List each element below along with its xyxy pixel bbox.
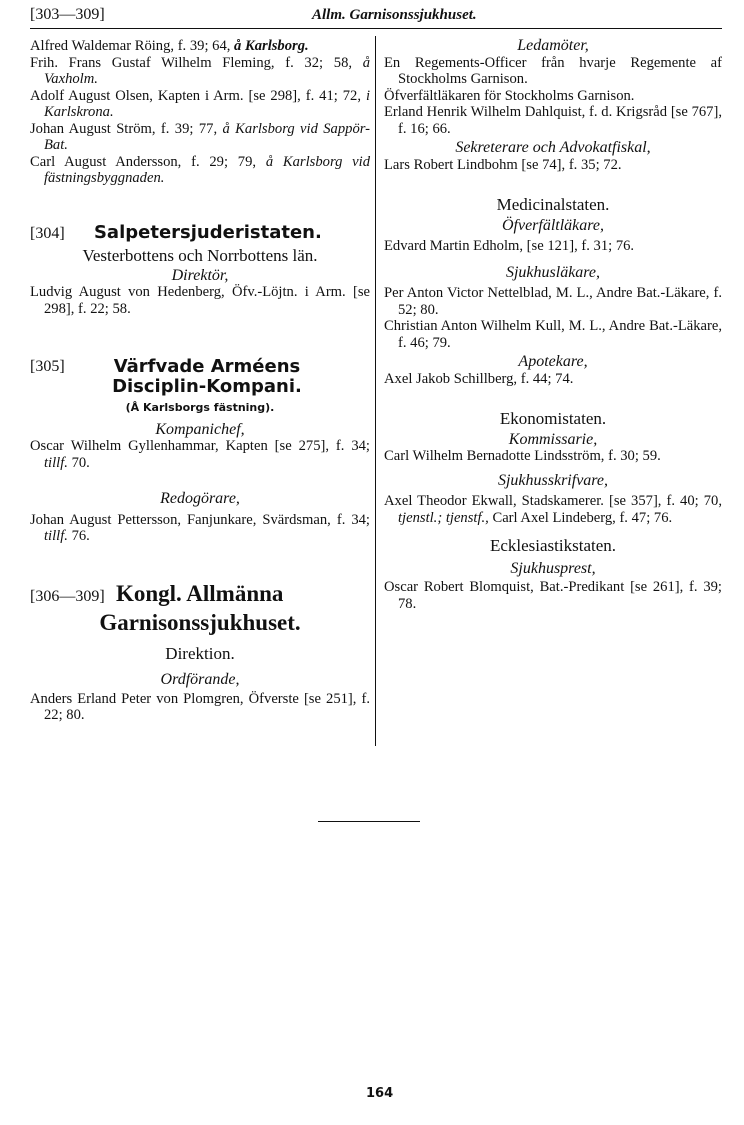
ecklesiastik-entry: Oscar Robert Blomquist, Bat.-Predikant [se 261], f. 39; 78. xyxy=(384,579,722,612)
medicinal-entry-ofverfaltlakare: Edvard Martin Edholm, [se 121], f. 31; 76. xyxy=(384,238,635,254)
role-ledamoter: Ledamöter, xyxy=(517,37,589,54)
ekonomi-entry-kommissarie: Carl Wilhelm Bernadotte Lindsström, f. 30; 59. xyxy=(384,448,661,464)
section-305-role-redogorare: Redogörare, xyxy=(160,490,240,507)
section-305-role-chief: Kompanichef, xyxy=(155,420,245,438)
ekonomi-role-sjukhusskrifvare: Sjukhusskrifvare, xyxy=(497,471,609,489)
list-item: Alfred Waldemar Röing, f. 39; 64, å Karlsborg. xyxy=(30,38,309,54)
section-306-direktion: Direktion. xyxy=(165,643,235,663)
column-divider xyxy=(375,36,376,746)
ecklesiastik-role: Sjukhusprest, xyxy=(510,559,596,577)
list-item: Johan August Ström, f. 39; 77, å Karlsborg vid Sappör-Bat. xyxy=(30,120,370,153)
right-column xyxy=(384,38,722,612)
header-rule xyxy=(30,28,722,29)
list-item: Erland Henrik Wilhelm Dahlquist, f. d. Krigsråd [se 767], f. 16; 66. xyxy=(384,104,722,137)
medicinal-role-apotekare: Apotekare, xyxy=(518,353,588,370)
medicinal-role-ofverfaltlakare: Öfverfältläkare, xyxy=(501,216,605,234)
section-305-entry-redogorare: Johan August Pettersson, Fanjunkare, Svärdsman, f. 34; tillf. 76. xyxy=(30,511,370,544)
ekonomi-heading: Ekonomistaten. xyxy=(499,409,607,428)
page-header xyxy=(30,4,720,30)
list-item: Christian Anton Wilhelm Kull, M. L., Andre Bat.-Läkare, f. 46; 79. xyxy=(384,318,722,351)
role-sekreterare: Sekreterare och Advokatfiskal, xyxy=(455,139,651,156)
section-304-heading: [304] Salpetersjuderistaten. xyxy=(30,221,322,243)
sekreterare-entry: Lars Robert Lindbohm [se 74], f. 35; 72. xyxy=(384,156,622,173)
section-304-region: Vesterbottens och Norrbottens län. xyxy=(82,246,318,265)
list-item: Frih. Frans Gustaf Wilhelm Fleming, f. 32; 58, å Vaxholm. xyxy=(30,54,370,87)
section-304-role: Direktör, xyxy=(171,266,229,284)
medicinal-entry-apotekare: Axel Jakob Schillberg, f. 44; 74. xyxy=(384,370,574,387)
list-item: Carl August Andersson, f. 29; 79, å Karlsborg vid fästningsbyggnaden. xyxy=(30,153,370,186)
entries-top xyxy=(30,38,370,187)
medicinal-heading: Medicinalstaten. xyxy=(496,195,610,214)
ecklesiastik-heading: Ecklesiastikstaten. xyxy=(489,536,617,555)
list-item: Öfverfältläkaren för Stockholms Garnison. xyxy=(384,87,635,104)
section-306-entry: Anders Erland Peter von Plomgren, Öfverste [se 251], f. 22; 80. xyxy=(30,690,370,723)
left-column xyxy=(30,38,370,724)
header-page-range: [303—309] xyxy=(30,6,105,23)
section-306-title-line2: Garnisonssjukhuset. xyxy=(99,609,301,635)
section-305-subtitle: (Å Karlsborgs fästning). xyxy=(125,401,275,414)
header-title: Allm. Garnisonssjukhuset. xyxy=(312,7,477,23)
list-item: En Regements-Officer från hvarje Regemente af Stockholms Garnison. xyxy=(384,54,722,87)
footer-rule xyxy=(318,821,420,822)
ekonomi-entry-sjukhusskrifvare: Axel Theodor Ekwall, Stadskamerer. [se 357], f. 40; 70, tjenstl.; tjenstf., Carl Axel Lindeberg, f. 47; 76. xyxy=(384,493,722,526)
list-item: Per Anton Victor Nettelblad, M. L., Andre Bat.-Läkare, f. 52; 80. xyxy=(384,285,722,318)
section-306-heading: [306—309] Kongl. Allmänna xyxy=(30,580,284,606)
section-306-role: Ordförande, xyxy=(160,671,240,688)
section-305-entry-chief: Oscar Wilhelm Gyllenhammar, Kapten [se 275], f. 34; tillf. 70. xyxy=(30,438,370,471)
medicinal-role-sjukhuslakare: Sjukhusläkare, xyxy=(505,263,601,281)
ekonomi-role-kommissarie: Kommissarie, xyxy=(508,430,598,448)
page-number: 164 xyxy=(366,1086,394,1101)
section-305-heading: [305] Värfvade Arméens Disciplin-Kompani. xyxy=(30,356,302,397)
list-item: Adolf August Olsen, Kapten i Arm. [se 298], f. 41; 72, i Karlskrona. xyxy=(30,87,370,120)
section-304-entry: Ludvig August von Hedenberg, Öfv.-Löjtn. i Arm. [se 298], f. 22; 58. xyxy=(30,284,370,317)
